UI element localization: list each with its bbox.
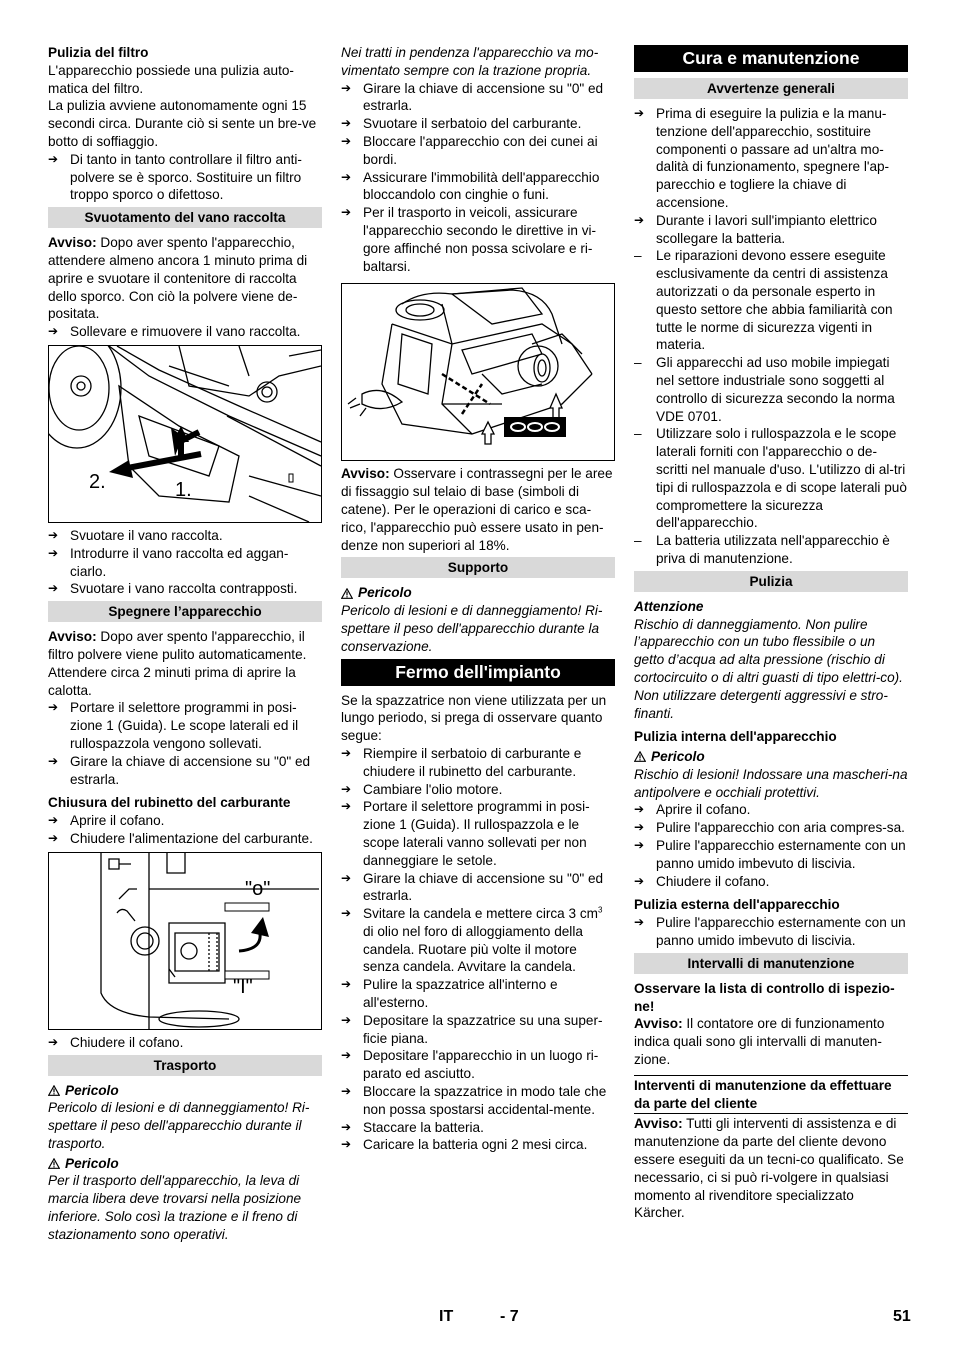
section-heading-spegnere: Spegnere l’apparecchio [48, 601, 322, 622]
step-text: Pulire la spazzatrice all'interno e all'esterno. [363, 977, 558, 1011]
step-text: Chiudere il cofano. [656, 873, 770, 889]
step-text: Girare la chiave di accensione su "0" ed estrarla. [363, 870, 604, 904]
step-text: Per il trasporto in veicoli, assicurare l'apparecchio secondo le direttive in vi-gore affinché non possa scivolare e ri-baltarsi. [363, 205, 597, 274]
column-2 [341, 44, 615, 1154]
step-text: Pulire l'apparecchio esternamente con un panno umido imbevuto di liscivia. [656, 915, 906, 949]
fermo-step-3 [341, 798, 615, 869]
note-text: Dopo aver spento l'apparecchio, attendere almeno ancora 1 minuto prima di aprire e svuotare il contenitore di raccolta dello sporco. Con ciò la polvere viene de-positata. [48, 235, 308, 322]
danger-label-cleaning [634, 748, 908, 766]
step-text: Cambiare l'olio motore. [363, 781, 503, 797]
footer-language: IT [439, 1308, 454, 1325]
fuel-valve-heading: Chiusura del rubinetto del carburante [48, 795, 291, 811]
step-text: Girare la chiave di accensione su "0" ed estrarla. [70, 753, 311, 787]
note-text: Tutti gli interventi di assistenza e di manutenzione da parte del cliente devono essere eseguiti da un tecni-co qualificato. Se necessario, ci si può ri-volgere in qualsiasi momento al rivenditore specializzato Kärcher. [634, 1116, 904, 1221]
danger-label-support [341, 584, 615, 602]
fermo-intro: Se la spazzatrice non viene utilizzata per un lungo periodo, si prega di osservare quanto segue: [341, 692, 607, 744]
step-text: Portare il selettore programmi in posi-zione 1 (Guida). Il rullospazzola e le scope laterali vanno sollevati per non danneggiare le setole. [363, 799, 590, 868]
danger-label-text: Pericolo [65, 1155, 119, 1171]
svuotamento-step-4 [48, 580, 322, 598]
danger-label-1 [48, 1082, 322, 1100]
arrow-icon: ➔ [341, 906, 352, 921]
note-text: Osservare i contrassegni per le aree di fissaggio sul telaio di base (simboli di catene). Per le operazioni di carico e sca-rico, l'apparecchio può essere usato in pen-denze non superiori al 18%. [341, 466, 613, 553]
column-1 [48, 44, 322, 1244]
arrow-icon: ➔ [48, 830, 59, 845]
arrow-icon: ➔ [634, 873, 645, 888]
fermo-step-5 [341, 905, 615, 976]
warning-triangle-icon [634, 751, 646, 762]
danger-label-text: Pericolo [358, 585, 412, 601]
arrow-icon: ➔ [48, 324, 59, 339]
fuel-step-2 [48, 830, 322, 848]
step-text: Durante i lavori sull'impianto elettrico scollegare la batteria. [656, 212, 877, 246]
fuel-step-3 [48, 1034, 322, 1052]
danger-text-1: Pericolo di lesioni e di danneggiamento! Ri-spettare il peso dell'apparecchio durante il trasporto. [48, 1100, 310, 1151]
step-text-part: Svitare la candela e mettere circa 3 cm [363, 906, 598, 922]
step-text: Assicurare l'immobilità dell'apparecchio bloccandolo con cinghie o funi. [363, 169, 600, 203]
section-heading-svuotamento: Svuotamento del vano raccolta [48, 207, 322, 228]
arrow-icon: ➔ [634, 915, 645, 930]
danger-text-support: Pericolo di lesioni e di danneggiamento! Ri-spettare il peso dell'apparecchio durante la conservazione. [341, 603, 603, 654]
tie-down-note [341, 465, 615, 554]
arrow-icon: ➔ [341, 870, 352, 885]
step-text: Prima di eseguire la pulizia e la manu-tenzione dell'apparecchio, sostituire componenti o passare ad un'altra mo-dalità di funzionamento, spegnere l'ap-parecchio e togliere la chiave di accensione. [656, 106, 890, 210]
arrow-icon: ➔ [634, 212, 645, 227]
section-heading-intervalli: Intervalli di manutenzione [634, 953, 908, 974]
inner-step-1 [634, 801, 908, 819]
transport-step-4 [341, 169, 615, 205]
step-text: Svuotare il serbatoio del carburante. [363, 116, 582, 132]
list-text: Le riparazioni devono essere eseguite esclusivamente da centri di assistenza autorizzati o da personale esperto in questo settore che abbia familiarità con tutte le norme di sicurezza vigenti in materia. [656, 248, 893, 353]
section-heading-trasporto: Trasporto [48, 1055, 322, 1076]
attention-label: Attenzione [634, 598, 704, 614]
outer-cleaning-heading: Pulizia esterna dell'apparecchio [634, 897, 840, 913]
main-heading-cura: Cura e manutenzione [634, 45, 908, 72]
outer-step-1 [634, 914, 908, 950]
figure-collection-bin [48, 345, 322, 523]
general-dash-3 [634, 425, 908, 532]
danger-label-text: Pericolo [651, 749, 705, 765]
general-dash-4 [634, 532, 908, 568]
step-text: Aprire il cofano. [70, 813, 165, 829]
arrow-icon: ➔ [48, 151, 59, 166]
general-step-1 [634, 105, 908, 212]
step-text: Di tanto in tanto controllare il filtro anti-polvere se è sporco. Sostituire un filtro troppo sporco o difettoso. [70, 151, 302, 203]
general-dash-1 [634, 247, 908, 354]
fermo-step-11 [341, 1136, 615, 1154]
arrow-icon: ➔ [341, 977, 352, 992]
fermo-step-9 [341, 1083, 615, 1119]
step-text: Riempire il serbatoio di carburante e chiudere il rubinetto del carburante. [363, 745, 582, 779]
step-text [363, 905, 615, 976]
step-text: Caricare la batteria ogni 2 mesi circa. [363, 1137, 588, 1153]
svuotamento-step-1 [48, 323, 322, 341]
fuel-step-1 [48, 812, 322, 830]
collection-bin-illustration [49, 346, 321, 522]
step-text: Bloccare l'apparecchio con dei cunei ai bordi. [363, 133, 598, 167]
note-text: Dopo aver spento l'apparecchio, il filtro polvere viene pulito automaticamente. Attendere circa 2 minuti prima di aprire la calotta. [48, 629, 307, 698]
transport-step-5 [341, 204, 615, 275]
fig1-label-step1: 1. [175, 478, 192, 501]
list-text: Utilizzare solo i rullospazzola e le scope laterali forniti con l'apparecchio o de-scritti nel manuale d'uso. L'utilizzo di al-tri tipi di rullospazzola e di scope laterali può compromettere la sicurezza dell'apparecchio. [656, 426, 907, 531]
superscript: 3 [597, 905, 603, 915]
general-step-2 [634, 212, 908, 248]
note-label: Avviso: [634, 1116, 683, 1132]
arrow-icon: ➔ [341, 116, 352, 131]
warning-triangle-icon [48, 1158, 60, 1169]
arrow-icon: ➔ [341, 1084, 352, 1099]
arrow-icon: ➔ [341, 781, 352, 796]
fermo-step-10 [341, 1119, 615, 1137]
inner-step-4 [634, 873, 908, 891]
step-text: Chiudere l'alimentazione del carburante. [70, 830, 313, 846]
step-text: Pulire l'apparecchio con aria compres-sa. [656, 820, 905, 836]
dash-bullet: – [634, 533, 642, 549]
filter-paragraph-1: L'apparecchio possiede una pulizia auto-matica del filtro. [48, 62, 294, 96]
arrow-icon: ➔ [634, 820, 645, 835]
inner-step-3 [634, 837, 908, 873]
fig1-label-step2: 2. [89, 470, 106, 493]
section-heading-supporto: Supporto [341, 557, 615, 578]
step-text: Svuotare i vano raccolta contrapposti. [70, 581, 298, 597]
fermo-step-4 [341, 870, 615, 906]
transport-step-3 [341, 133, 615, 169]
spegnere-note [48, 628, 322, 699]
arrow-icon: ➔ [634, 106, 645, 120]
main-heading-fermo: Fermo dell'impianto [341, 659, 615, 686]
arrow-icon: ➔ [48, 545, 59, 560]
warning-triangle-icon [48, 1085, 60, 1096]
filter-step [48, 151, 322, 204]
note-label: Avviso: [48, 629, 97, 645]
step-text: Chiudere il cofano. [70, 1034, 184, 1050]
arrow-icon: ➔ [48, 527, 59, 542]
danger-text-2: Per il trasporto dell'apparecchio, la leva di marcia libera deve trovarsi nella posizione inferiore. Solo così la trazione e il freno di stazionamento sono operativi. [48, 1173, 302, 1242]
danger-label-text: Pericolo [65, 1082, 119, 1098]
step-text: Pulire l'apparecchio esternamente con un panno umido imbevuto di liscivia. [656, 838, 906, 871]
list-text: La batteria utilizzata nell'apparecchio è priva di manutenzione. [656, 533, 890, 566]
footer-page-number: 51 [893, 1308, 911, 1325]
svuotamento-step-2 [48, 527, 322, 545]
arrow-icon: ➔ [48, 1034, 59, 1049]
spegnere-step-2 [48, 753, 322, 789]
dash-bullet: – [634, 248, 642, 264]
footer-section-page: - 7 [500, 1308, 519, 1325]
checklist-heading: Osservare la lista di controllo di ispezio-ne! [634, 980, 895, 1014]
arrow-icon: ➔ [341, 80, 352, 95]
inner-cleaning-heading: Pulizia interna dell'apparecchio [634, 729, 837, 745]
step-text: Depositare la spazzatrice su una super-ficie piana. [363, 1012, 603, 1046]
step-text: Svuotare il vano raccolta. [70, 527, 223, 543]
step-text: Bloccare la spazzatrice in modo tale che non possa spostarsi accidental-mente. [363, 1084, 607, 1117]
fermo-step-7 [341, 1012, 615, 1048]
slope-note: Nei tratti in pendenza l'apparecchio va mo-vimentato sempre con la trazione propria. [341, 45, 599, 78]
danger-label-2 [48, 1155, 322, 1173]
arrow-icon: ➔ [341, 799, 352, 814]
attention-text: Rischio di danneggiamento. Non pulire l’apparecchio con un tubo flessibile o un getto d’acqua ad alta pressione (rischio di cortocircuito o di altri guasti di tipo elettri-co). [634, 616, 903, 685]
danger-text-cleaning: Rischio di lesioni! Indossare una mascheri-na antipolvere e occhiali protettivi. [634, 766, 908, 800]
arrow-icon: ➔ [634, 802, 645, 817]
arrow-icon: ➔ [48, 581, 59, 596]
svuotamento-note [48, 234, 322, 323]
arrow-icon: ➔ [341, 1137, 352, 1152]
checklist-note [634, 1015, 908, 1068]
fermo-step-8 [341, 1047, 615, 1083]
note-label: Avviso: [341, 466, 390, 482]
dash-bullet: – [634, 426, 642, 442]
sweeper-illustration [342, 284, 614, 460]
fuel-valve-illustration [49, 853, 321, 1029]
fermo-step-2 [341, 781, 615, 799]
step-text: Sollevare e rimuovere il vano raccolta. [70, 324, 301, 340]
transport-step-2 [341, 115, 615, 133]
fermo-step-6 [341, 976, 615, 1012]
filter-paragraph-2: La pulizia avviene autonomamente ogni 15 secondi circa. Durante ciò si sente un bre-ve botto di soffiaggio. [48, 98, 317, 149]
arrow-icon: ➔ [341, 1119, 352, 1134]
warning-triangle-icon [341, 588, 353, 599]
step-text: Staccare la batteria. [363, 1119, 484, 1135]
step-text: Depositare l'apparecchio in un luogo ri-parato ed asciutto. [363, 1048, 599, 1082]
customer-note [634, 1115, 908, 1222]
fig2-label-closed: "o" [245, 877, 271, 900]
general-dash-2 [634, 354, 908, 425]
attention-text-2: Non utilizzare detergenti aggressivi e stro-finanti. [634, 687, 888, 721]
fermo-step-1 [341, 745, 615, 781]
arrow-icon: ➔ [341, 1012, 352, 1027]
section-heading-pulizia: Pulizia [634, 571, 908, 592]
fig2-label-open: "I" [233, 975, 253, 998]
list-text: Gli apparecchi ad uso mobile impiegati nel settore industriale sono soggetti al controllo di sicurezza secondo la norma VDE 0701. [656, 355, 895, 424]
figure-tie-down-points [341, 283, 615, 461]
customer-maintenance-heading: Interventi di manutenzione da effettuare da parte del cliente [634, 1075, 908, 1113]
filter-heading: Pulizia del filtro [48, 45, 149, 60]
note-label: Avviso: [48, 235, 97, 251]
spegnere-step-1 [48, 699, 322, 752]
note-text: Il contatore ore di funzionamento indica quali sono gli intervalli di manuten-zione. [634, 1016, 885, 1068]
arrow-icon: ➔ [341, 205, 352, 220]
arrow-icon: ➔ [634, 838, 645, 853]
arrow-icon: ➔ [341, 1048, 352, 1063]
arrow-icon: ➔ [341, 133, 352, 148]
section-heading-avvertenze: Avvertenze generali [634, 78, 908, 99]
step-text: Girare la chiave di accensione su "0" ed estrarla. [363, 80, 604, 114]
figure-fuel-valve [48, 852, 322, 1030]
arrow-icon: ➔ [48, 700, 59, 715]
arrow-icon: ➔ [48, 753, 59, 768]
arrow-icon: ➔ [48, 813, 59, 828]
transport-step-1 [341, 80, 615, 116]
arrow-icon: ➔ [341, 169, 352, 184]
svuotamento-step-3 [48, 545, 322, 581]
inner-step-2 [634, 819, 908, 837]
column-3 [634, 44, 908, 1222]
arrow-icon: ➔ [341, 745, 352, 760]
dash-bullet: – [634, 355, 642, 371]
step-text-part: di olio nel foro di alloggiamento della candela. Ruotare più volte il motore senza candela. Avvitare la candela. [363, 923, 583, 975]
step-text: Introdurre il vano raccolta ed aggan-ciarlo. [70, 545, 289, 579]
note-label: Avviso: [634, 1016, 683, 1032]
step-text: Portare il selettore programmi in posi-zione 1 (Guida). Le scope laterali ed il rullospazzola vengono sollevati. [70, 700, 299, 751]
step-text: Aprire il cofano. [656, 802, 751, 818]
